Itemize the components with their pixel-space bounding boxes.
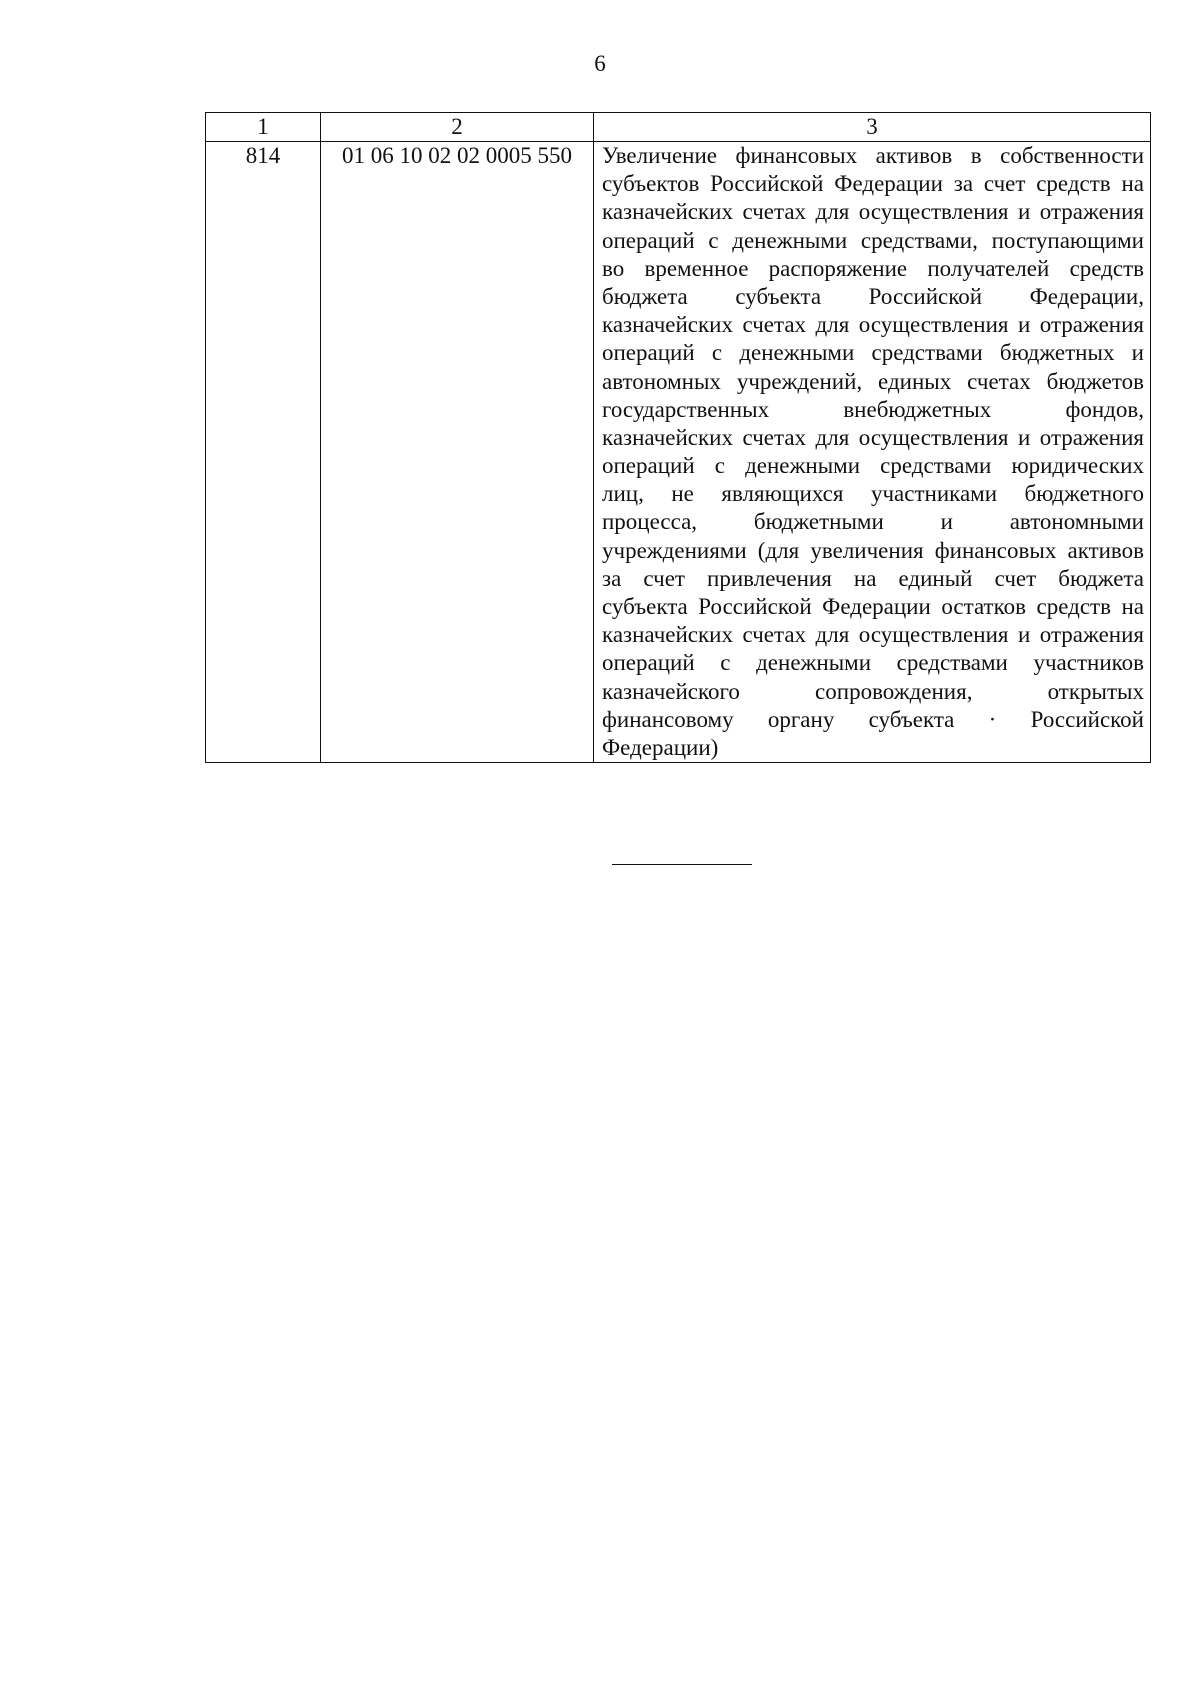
end-of-document-rule (612, 864, 752, 865)
table-header-row (206, 113, 1151, 142)
description-line: финансовому органу субъекта · Российской (602, 706, 1144, 732)
description-line: операций с денежными средствами участников (602, 650, 1144, 676)
description-line: казначейских счетах для осуществления и отражения (602, 622, 1144, 648)
page-number: 6 (594, 51, 606, 76)
budget-code-cell: 01 06 10 02 02 0005 550 (321, 142, 594, 763)
description-line: во временное распоряжение получателей средств (602, 255, 1144, 281)
description-line: казначейских счетах для осуществления и отражения (602, 424, 1144, 450)
description-line: операций с денежными средствами юридических (602, 453, 1144, 479)
column-header-1: 1 (206, 113, 321, 142)
admin-code-cell: 814 (206, 142, 321, 763)
description-line: государственных внебюджетных фондов, (602, 396, 1144, 422)
description-line: процесса, бюджетными и автономными (602, 509, 1144, 535)
column-header-2: 2 (321, 113, 594, 142)
description-line: лиц, не являющихся участниками бюджетного (602, 481, 1144, 507)
description-line: Федерации) (602, 734, 719, 760)
description-line: операций с денежными средствами бюджетных и (602, 340, 1144, 366)
budget-classification-table (205, 112, 1151, 763)
table-row (206, 142, 1151, 763)
description-line: субъектов Российской Федерации за счет средств на (602, 171, 1144, 197)
column-header-3: 3 (594, 113, 1151, 142)
description-line: казначейских счетах для осуществления и отражения (602, 312, 1144, 338)
description-line: учреждениями (для увеличения финансовых активов (602, 537, 1144, 563)
description-line: казначейского сопровождения, открытых (602, 678, 1144, 704)
description-line: автономных учреждений, единых счетах бюджетов (602, 368, 1144, 394)
description-line: Увеличение финансовых активов в собственности (602, 143, 1144, 168)
description-line: субъекта Российской Федерации остатков средств на (602, 594, 1144, 619)
description-line: бюджета субъекта Российской Федерации, (602, 283, 1144, 309)
description-line: за счет привлечения на единый счет бюджета (602, 565, 1144, 591)
description-cell (594, 142, 1151, 763)
description-line: казначейских счетах для осуществления и отражения (602, 199, 1144, 225)
description-line: операций с денежными средствами, поступающими (602, 227, 1144, 253)
